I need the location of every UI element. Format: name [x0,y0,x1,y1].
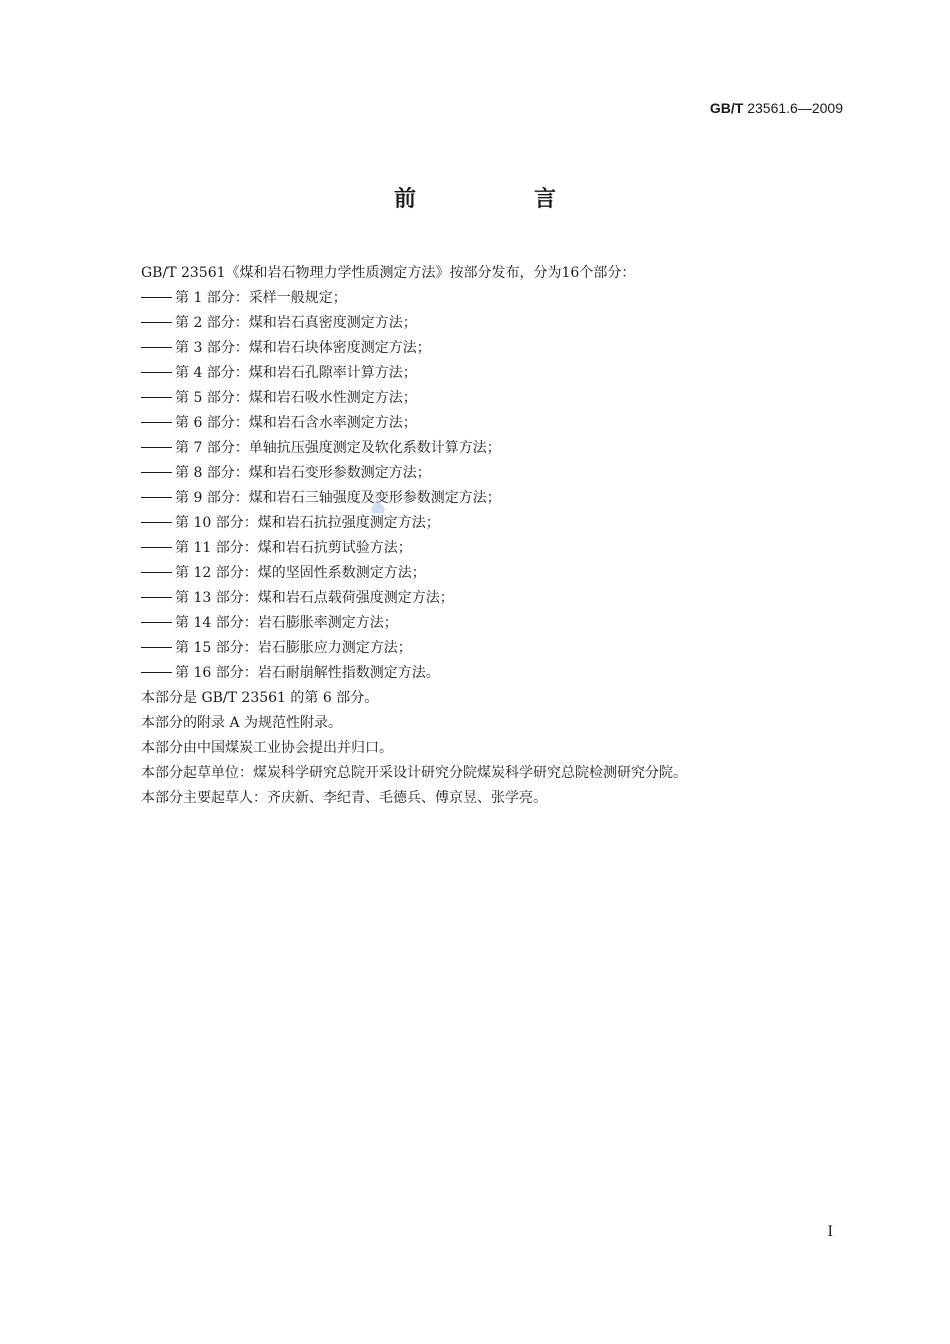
part-list-item: 第 10 部分：煤和岩石抗拉强度测定方法； [141,511,841,536]
part-list-item: 第 2 部分：煤和岩石真密度测定方法； [141,311,841,336]
intro-paragraph: GB/T 23561《煤和岩石物理力学性质测定方法》按部分发布，分为16个部分： [141,265,636,281]
standard-number [710,100,843,116]
statement-drafters: 本部分主要起草人：齐庆新、李纪青、毛德兵、傅京昱、张学亮。 [141,790,547,806]
statement-annex: 本部分的附录 A 为规范性附录。 [141,715,343,731]
part-list-item: 第 6 部分：煤和岩石含水率测定方法； [141,411,841,436]
part-list-item: 第 1 部分：采样一般规定； [141,286,841,311]
part-list-item: 第 14 部分：岩石膨胀率测定方法； [141,611,841,636]
part-list-item: 第 12 部分：煤的坚固性系数测定方法； [141,561,841,586]
em-dash [141,622,172,623]
em-dash [141,547,172,548]
em-dash [141,347,172,348]
statement-proposer: 本部分由中国煤炭工业协会提出并归口。 [141,740,393,756]
foreword-body [141,261,841,811]
em-dash [141,522,172,523]
part-list-item: 第 9 部分：煤和岩石三轴强度及变形参数测定方法； [141,486,841,511]
em-dash [141,647,172,648]
em-dash [141,572,172,573]
page-number: I [827,1224,833,1240]
part-list-item: 第 3 部分：煤和岩石块体密度测定方法； [141,336,841,361]
em-dash [141,422,172,423]
statement-drafting-units: 本部分起草单位：煤炭科学研究总院开采设计研究分院煤炭科学研究总院检测研究分院。 [141,765,687,781]
em-dash [141,472,172,473]
standard-prefix: GB/T [709,100,744,116]
em-dash [141,397,172,398]
statement-part-number: 本部分是 GB/T 23561 的第 6 部分。 [141,690,379,706]
part-list-item: 第 11 部分：煤和岩石抗剪试验方法； [141,536,841,561]
em-dash [141,372,172,373]
em-dash [141,597,172,598]
em-dash [141,322,172,323]
part-list-item: 第 15 部分：岩石膨胀应力测定方法； [141,636,841,661]
em-dash [141,447,172,448]
part-list-item: 第 8 部分：煤和岩石变形参数测定方法； [141,461,841,486]
part-list-item: 第 4 部分：煤和岩石孔隙率计算方法； [141,361,841,386]
em-dash [141,672,172,673]
standard-code: 23561.6—2009 [747,100,843,116]
em-dash [141,297,172,298]
part-list-item: 第 16 部分：岩石耐崩解性指数测定方法。 [141,661,841,686]
part-list-item: 第 5 部分：煤和岩石吸水性测定方法； [141,386,841,411]
em-dash [141,497,172,498]
page-title: 前 言 [393,187,604,212]
part-list-item: 第 13 部分：煤和岩石点载荷强度测定方法； [141,586,841,611]
part-list-item: 第 7 部分：单轴抗压强度测定及软化系数计算方法； [141,436,841,461]
